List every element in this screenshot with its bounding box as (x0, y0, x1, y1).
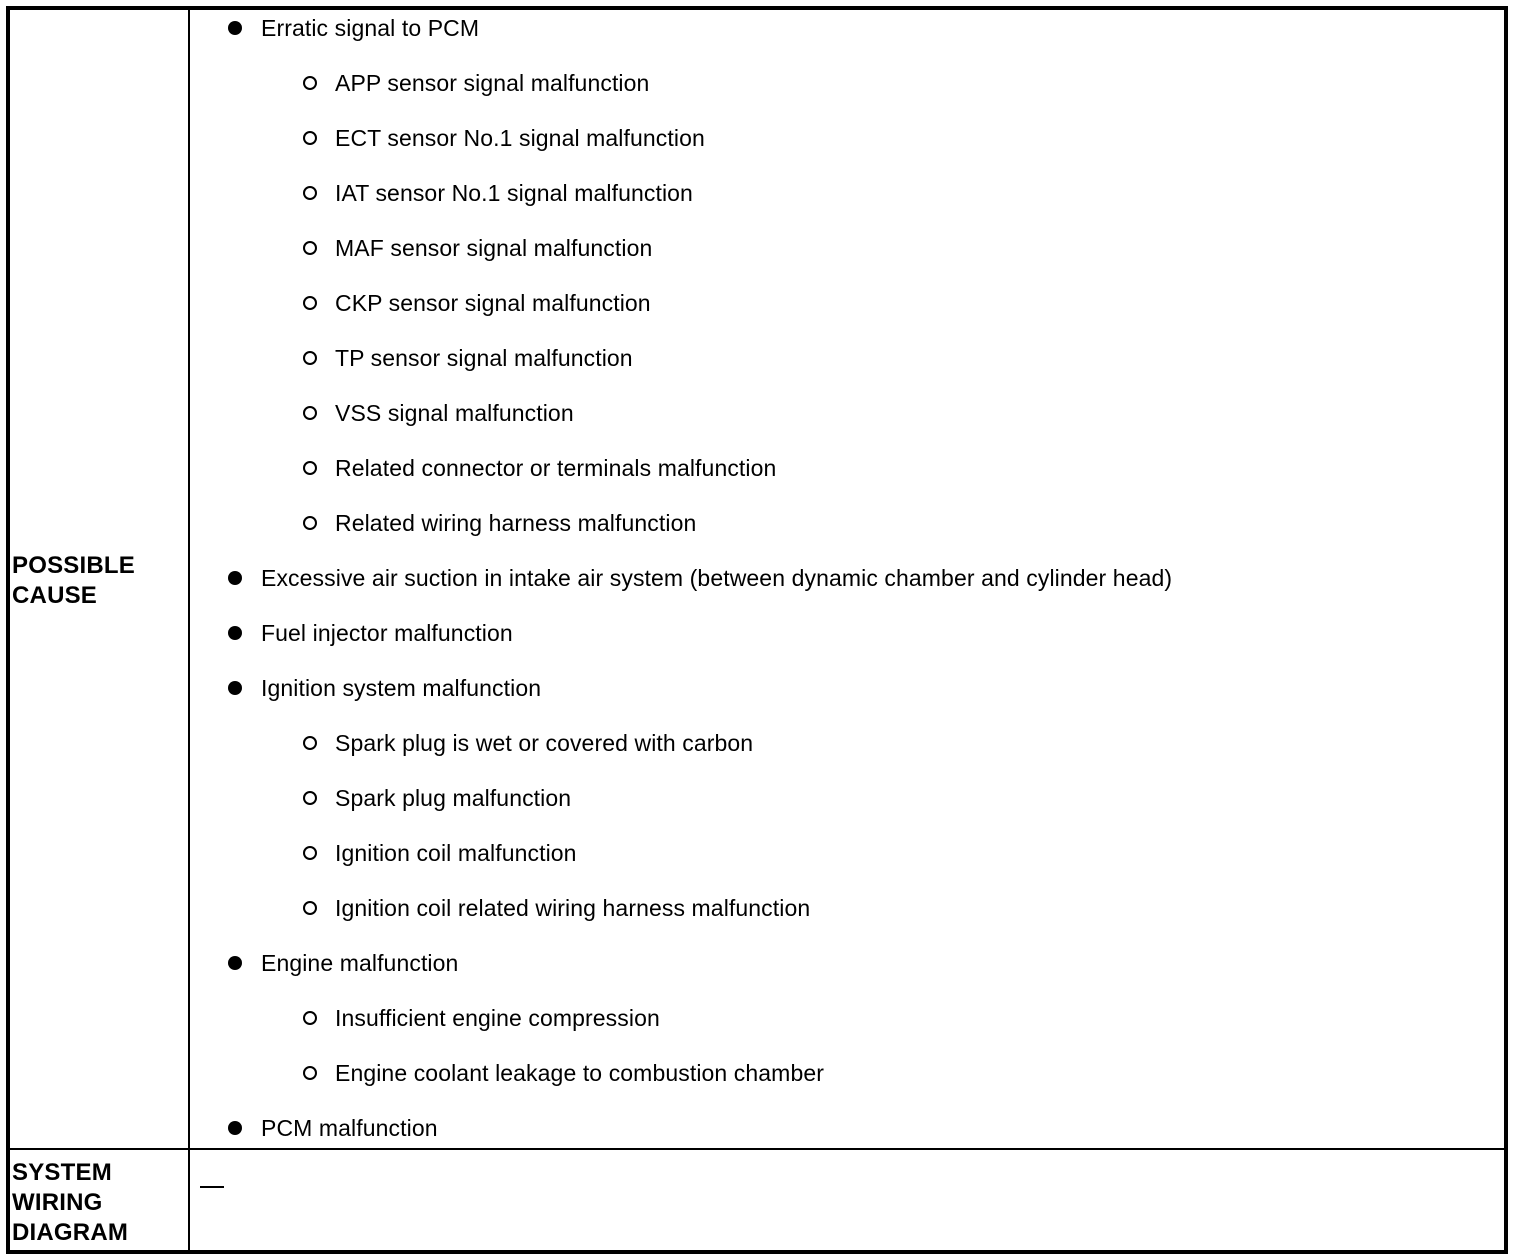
cause-text: VSS signal malfunction (335, 399, 574, 426)
filled-bullet-icon (228, 21, 242, 35)
label-line: SYSTEM (12, 1159, 112, 1186)
cause-item (228, 671, 541, 705)
cause-item (228, 561, 1172, 595)
filled-bullet-icon (228, 571, 242, 585)
hollow-bullet-icon (303, 901, 317, 915)
filled-bullet-icon (228, 626, 242, 640)
cause-text: Related wiring harness malfunction (335, 509, 697, 536)
filled-bullet-icon (228, 681, 242, 695)
cause-subitem (303, 726, 753, 760)
cause-text: Related connector or terminals malfunction (335, 454, 777, 481)
wiring-diagram-value-dash (200, 1186, 224, 1188)
cause-text: MAF sensor signal malfunction (335, 234, 653, 261)
row-divider (10, 1148, 1504, 1150)
cause-text: Engine coolant leakage to combustion chamber (335, 1059, 824, 1086)
cause-text: Spark plug malfunction (335, 784, 572, 811)
cause-subitem (303, 396, 574, 430)
cause-text: Spark plug is wet or covered with carbon (335, 729, 754, 756)
cause-subitem (303, 341, 633, 375)
cause-subitem (303, 286, 651, 320)
label-line: POSSIBLE (12, 552, 135, 579)
cause-subitem (303, 891, 810, 925)
cause-subitem (303, 231, 652, 265)
hollow-bullet-icon (303, 186, 317, 200)
possible-cause-label (12, 551, 135, 611)
system-wiring-diagram-label (12, 1158, 128, 1248)
filled-bullet-icon (228, 956, 242, 970)
cause-item (228, 616, 513, 650)
cause-subitem (303, 1001, 660, 1035)
cause-text: Erratic signal to PCM (261, 14, 480, 41)
hollow-bullet-icon (303, 516, 317, 530)
cause-text: Ignition system malfunction (261, 674, 542, 701)
hollow-bullet-icon (303, 296, 317, 310)
cause-text: Excessive air suction in intake air system (between dynamic chamber and cylinder head) (261, 564, 1173, 591)
cause-item (228, 946, 458, 980)
column-divider (188, 10, 190, 1250)
hollow-bullet-icon (303, 76, 317, 90)
cause-subitem (303, 176, 693, 210)
cause-text: IAT sensor No.1 signal malfunction (335, 179, 693, 206)
cause-subitem (303, 1056, 824, 1090)
cause-text: Fuel injector malfunction (261, 619, 513, 646)
hollow-bullet-icon (303, 351, 317, 365)
hollow-bullet-icon (303, 791, 317, 805)
cause-subitem (303, 121, 705, 155)
hollow-bullet-icon (303, 406, 317, 420)
hollow-bullet-icon (303, 131, 317, 145)
hollow-bullet-icon (303, 461, 317, 475)
cause-item (228, 11, 479, 45)
cause-subitem (303, 836, 577, 870)
hollow-bullet-icon (303, 1011, 317, 1025)
cause-text: APP sensor signal malfunction (335, 69, 650, 96)
cause-text: Ignition coil related wiring harness malfunction (335, 894, 811, 921)
cause-subitem (303, 66, 649, 100)
cause-text: Engine malfunction (261, 949, 459, 976)
cause-subitem (303, 781, 571, 815)
label-line: WIRING (12, 1189, 103, 1216)
cause-subitem (303, 451, 776, 485)
cause-text: Insufficient engine compression (335, 1004, 660, 1031)
cause-text: PCM malfunction (261, 1114, 438, 1141)
filled-bullet-icon (228, 1121, 242, 1135)
cause-text: TP sensor signal malfunction (335, 344, 633, 371)
cause-item (228, 1111, 438, 1145)
label-line: DIAGRAM (12, 1219, 129, 1246)
label-line: CAUSE (12, 582, 98, 609)
hollow-bullet-icon (303, 1066, 317, 1080)
cause-text: ECT sensor No.1 signal malfunction (335, 124, 705, 151)
cause-subitem (303, 506, 696, 540)
cause-text: CKP sensor signal malfunction (335, 289, 651, 316)
hollow-bullet-icon (303, 736, 317, 750)
cause-text: Ignition coil malfunction (335, 839, 577, 866)
hollow-bullet-icon (303, 846, 317, 860)
hollow-bullet-icon (303, 241, 317, 255)
